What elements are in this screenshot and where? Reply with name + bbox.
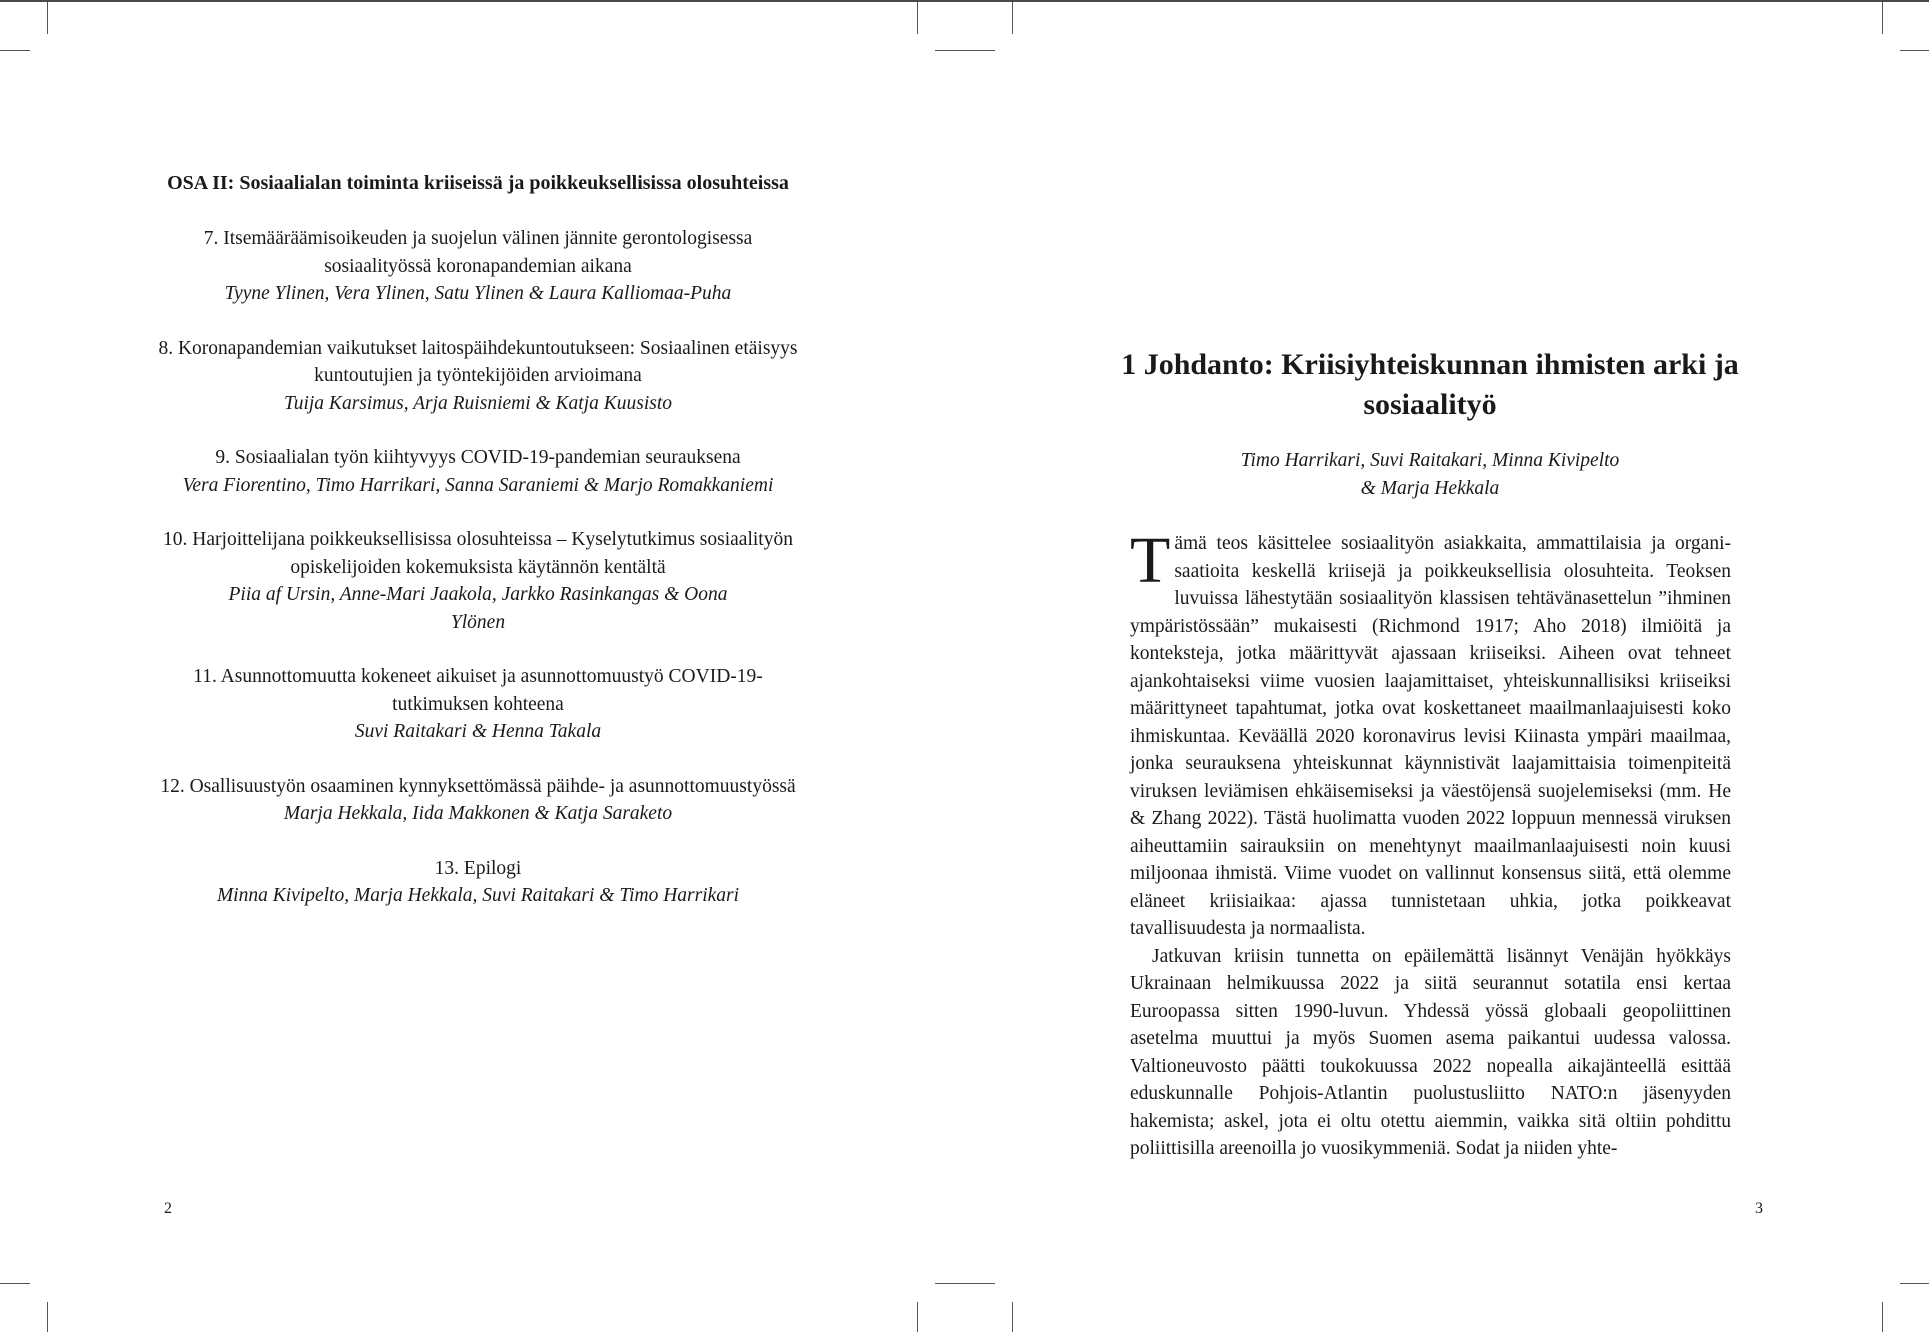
- paragraph-text: ämä teos käsittelee sosiaalityön asiakkaita, ammattilaisia ja organisaatioita keskellä kriisejä ja poikkeuksellisia olosuhteita. Teoksen luvuissa lähestytään sosiaalityön klassisen tehtävänasettelun ”ihminen ympäristössään” mukaisesti (Richmond 1917; Aho 2018) ilmiöitä ja konteksteja, jotka määrittyvät ajassaan kriiseiksi. Aiheen ovat tehneet ajankohtaiseksi viime vuosien laajamittaiset, yhteiskunnallisiksi kriiseiksi määrittyneet tapahtumat, jotka ovat koskettaneet maailmanlaajuisesti koko ihmiskuntaa. Keväällä 2020 koronavirus levisi Kiinasta ympäri maailmaa, jonka seurauksena yhteiskunnat käynnistivät laajamittaisia toimenpiteitä viruksen leviämisen ehkäisemiseksi ja väestöjensä suojelemiseksi (mm. He & Zhang 2022). Tästä huolimatta vuoden 2022 loppuun mennessä viruksen aiheuttamiin sairauksiin on menehtynyt maailmanlaajuisesti noin kuusi miljoonaa ihmistä. Viime vuodet on vallinnut konsensus siitä, että olemme eläneet kriisiaikaa: ajassa tunnistetaan uhkia, jotka poikkeavat tavallisuudesta ja normaalista.: [1130, 533, 1731, 939]
- drop-cap: T: [1130, 524, 1171, 597]
- toc-entry-title: 13. Epilogi: [434, 857, 522, 879]
- toc-entry-title: 8. Koronapandemian vaikutukset laitospäihdekuntoutukseen: Sosiaalinen etäisyys kuntoutujien ja työntekijöiden arvioimana: [158, 337, 798, 386]
- page-number: 2: [164, 1200, 172, 1217]
- page-number: 3: [1755, 1200, 1763, 1217]
- toc-entry[interactable]: [158, 855, 798, 910]
- toc-entry[interactable]: [158, 663, 798, 746]
- toc-entry[interactable]: [158, 526, 798, 636]
- chapter-body: [1130, 524, 1731, 1163]
- toc-entry-title: 12. Osallisuustyön osaaminen kynnyksettömässä päihde- ja asunnottomuustyössä: [160, 775, 796, 797]
- toc-entry[interactable]: [158, 335, 798, 418]
- right-page: [960, 0, 1929, 1332]
- part-title: OSA II: Sosiaalialan toiminta kriiseissä ja poikkeuksellisissa olosuhteissa: [167, 172, 789, 194]
- toc-entry[interactable]: [158, 225, 798, 308]
- chapter-title: 1 Johdanto: Kriisiyhteiskunnan ihmisten arki ja sosiaalityö: [1121, 348, 1739, 421]
- toc-entry-authors: Piia af Ursin, Anne-Mari Jaakola, Jarkko Rasinkangas & Oona Ylönen: [228, 584, 728, 633]
- toc-entry[interactable]: [158, 773, 798, 828]
- table-of-contents: [158, 170, 798, 937]
- toc-entry[interactable]: [158, 444, 798, 499]
- paragraph: [1130, 524, 1731, 943]
- toc-entry-authors: Suvi Raitakari & Henna Takala: [354, 721, 602, 742]
- toc-entry-title: 9. Sosiaalialan työn kiihtyvyys COVID-19-pandemian seurauksena: [215, 447, 741, 468]
- toc-entry-title: 10. Harjoittelijana poikkeuksellisissa olosuhteissa – Kyselytutkimus sosiaalityön opiskelijoiden kokemuksista käytännön kentältä: [163, 529, 793, 578]
- left-page: [0, 0, 960, 1332]
- toc-entry-authors: Tuija Karsimus, Arja Ruisniemi & Katja Kuusisto: [283, 392, 673, 414]
- toc-entry-title: 11. Asunnottomuutta kokeneet aikuiset ja asunnottomuustyö COVID-19-tutkimuksen kohteena: [193, 666, 763, 715]
- chapter-authors: Timo Harrikari, Suvi Raitakari, Minna Kivipelto & Marja Hekkala: [1240, 450, 1620, 499]
- paragraph: Jatkuvan kriisin tunnetta on epäilemättä lisännyt Venäjän hyökkäys Ukrainaan helmikuussa 2022 ja siitä seurannut sotatila ensi kertaa Euroopassa sitten 1990-luvun. Yhdessä yössä globaali geopoliittinen asetelma muuttui ja myös Suomen asema paikantui uudessa valossa. Valtioneuvosto päätti toukokuussa 2022 nopealla aikajänteellä esittää eduskunnalle Pohjois-Atlantin puolustusliitto NATO:n jäsenyyden hakemista; askel, jota ei oltu otettu aiemmin, vaikka sitä oltiin pohdittu poliittisilla areenoilla jo vuosikymmeniä. Sodat ja niiden yhte-: [1130, 945, 1731, 1159]
- toc-entry-title: 7. Itsemääräämisoikeuden ja suojelun välinen jännite gerontologisessa sosiaalityössä koronapandemian aikana: [203, 228, 753, 277]
- toc-entry-authors: Vera Fiorentino, Timo Harrikari, Sanna Saraniemi & Marjo Romakkaniemi: [182, 474, 774, 496]
- toc-entry-authors: Marja Hekkala, Iida Makkonen & Katja Saraketo: [283, 803, 673, 824]
- toc-entry-authors: Tyyne Ylinen, Vera Ylinen, Satu Ylinen & Laura Kalliomaa-Puha: [224, 283, 732, 304]
- toc-entry-authors: Minna Kivipelto, Marja Hekkala, Suvi Raitakari & Timo Harrikari: [216, 885, 740, 906]
